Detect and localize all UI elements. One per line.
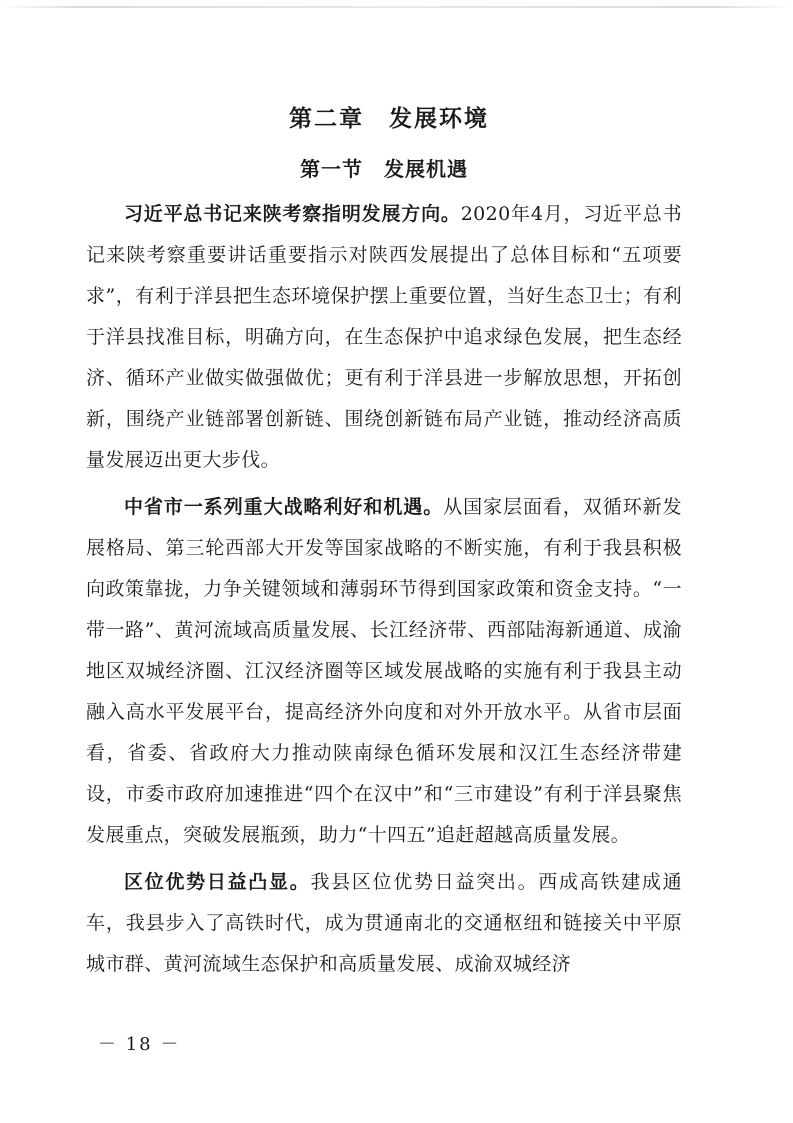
paragraph-lead: 区位优势日益凸显。 <box>124 871 311 893</box>
paragraph-location-advantage <box>86 862 682 985</box>
scan-edge <box>0 6 793 8</box>
page-number: － 18 － <box>98 1034 181 1055</box>
paragraph-strategic-opportunities <box>86 487 682 856</box>
paragraph-development-direction <box>86 194 682 481</box>
chapter-title: 第二章 发展环境 <box>289 106 489 132</box>
document-page <box>86 100 682 991</box>
paragraph-body: 2020年4月，习近平总书记来陕考察重要讲话重要指示对陕西发展提出了总体目标和“五项要求”，有利于洋县把生态环境保护摆上重要位置，当好生态卫士；有利于洋县找准目标，明确方向，在生态保护中追求绿色发展，把生态经济、循环产业做实做强做优；更有利于洋县进一步解放思想，开拓创新，围绕产业链部署创新链、围绕创新链布局产业链，推动经济高质量发展迈出更大步伐。 <box>86 203 682 471</box>
section-title: 第一节 发展机遇 <box>300 157 468 181</box>
paragraph-body: 从国家层面看，双循环新发展格局、第三轮西部大开发等国家战略的不断实施，有利于我县积极向政策靠拢，力争关键领域和薄弱环节得到国家政策和资金支持。“一带一路”、黄河流域高质量发展、长江经济带、西部陆海新通道、成渝地区双城经济圈、江汉经济圈等区域发展战略的实施有利于我县主动融入高水平发展平台，提高经济外向度和对外开放水平。从省市层面看，省委、省政府大力推动陕南绿色循环发展和汉江生态经济带建设，市委市政府加速推进“四个在汉中”和“三市建设”有利于洋县聚焦发展重点，突破发展瓶颈，助力“十四五”追赶超越高质量发展。 <box>86 496 682 846</box>
paragraph-lead: 习近平总书记来陕考察指明发展方向。 <box>124 203 461 225</box>
paragraph-body: 我县区位优势日益突出。西成高铁建成通车，我县步入了高铁时代，成为贯通南北的交通枢纽和链接关中平原城市群、黄河流域生态保护和高质量发展、成渝双城经济 <box>86 871 682 975</box>
paragraph-lead: 中省市一系列重大战略利好和机遇。 <box>124 496 444 518</box>
